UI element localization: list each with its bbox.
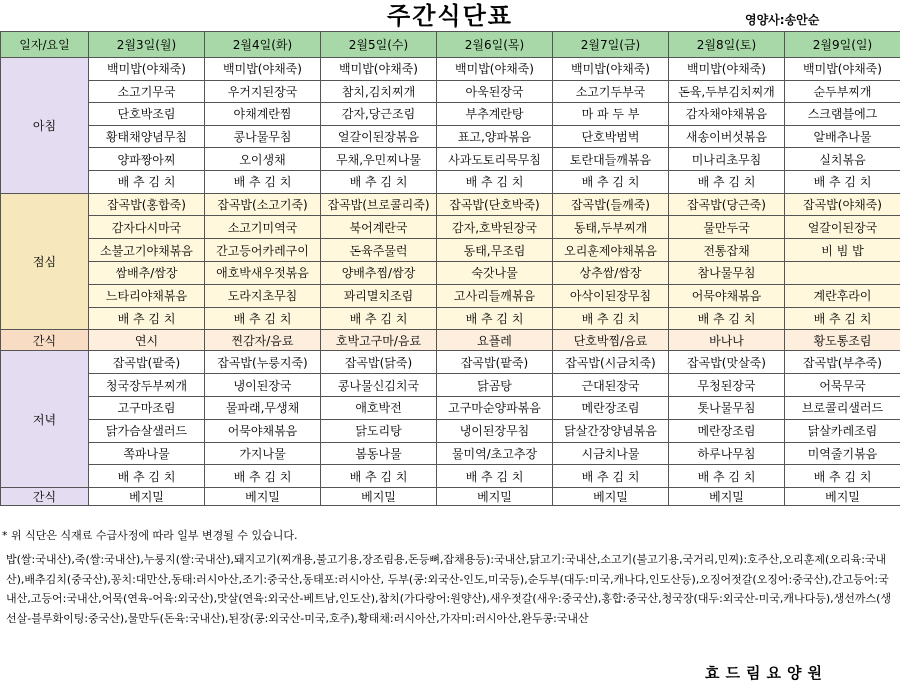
menu-item: 양파짱아찌 xyxy=(89,148,205,171)
menu-item: 소불고기야채볶음 xyxy=(89,239,205,262)
lunch-row xyxy=(1,216,900,239)
menu-item: 동태,무조림 xyxy=(437,239,553,262)
menu-item: 배 추 김 치 xyxy=(89,170,205,193)
menu-item: 미나리초무침 xyxy=(669,148,785,171)
header-cell: 2월9일(일) xyxy=(785,32,900,58)
menu-item: 배 추 김 치 xyxy=(321,170,437,193)
menu-item: 잡곡밥(홍합죽) xyxy=(89,193,205,216)
menu-item: 배 추 김 치 xyxy=(321,307,437,330)
menu-item: 백미밥(야채죽) xyxy=(669,58,785,81)
menu-item: 잡곡밥(시금치죽) xyxy=(553,351,669,374)
menu-item: 토란대들깨볶음 xyxy=(553,148,669,171)
breakfast-row xyxy=(1,170,900,193)
menu-item: 닭곰탕 xyxy=(437,374,553,397)
menu-item: 숙갓나물 xyxy=(437,261,553,284)
breakfast-row xyxy=(1,58,900,81)
menu-item: 상추쌈/쌈장 xyxy=(553,261,669,284)
menu-item: 잡곡밥(맛살죽) xyxy=(669,351,785,374)
change-notice: * 위 식단은 식재료 수급사정에 따라 일부 변경될 수 있습니다. xyxy=(2,529,298,542)
menu-item: 황도통조림 xyxy=(785,330,900,351)
menu-item: 잡곡밥(야채죽) xyxy=(785,193,900,216)
menu-item: 요플레 xyxy=(437,330,553,351)
menu-item: 부추계란탕 xyxy=(437,103,553,126)
menu-item: 배 추 김 치 xyxy=(205,307,321,330)
menu-item: 배 추 김 치 xyxy=(553,307,669,330)
menu-item: 근대된장국 xyxy=(553,374,669,397)
menu-item: 백미밥(야채죽) xyxy=(205,58,321,81)
menu-item: 콩나물신김치국 xyxy=(321,374,437,397)
menu-item: 물미역/초고추장 xyxy=(437,442,553,465)
dinner-row xyxy=(1,396,900,419)
menu-item: 닭살간장양념볶음 xyxy=(553,419,669,442)
menu-item xyxy=(785,261,900,284)
lunch-row xyxy=(1,261,900,284)
menu-item: 배 추 김 치 xyxy=(669,170,785,193)
menu-item: 잡곡밥(소고기죽) xyxy=(205,193,321,216)
menu-item: 가지나물 xyxy=(205,442,321,465)
menu-item: 비 빔 밥 xyxy=(785,239,900,262)
menu-item: 베지밀 xyxy=(89,488,205,506)
menu-item: 참나물무침 xyxy=(669,261,785,284)
menu-item: 닭살카레조림 xyxy=(785,419,900,442)
menu-item: 애호박전 xyxy=(321,396,437,419)
menu-item: 배 추 김 치 xyxy=(437,465,553,488)
menu-item: 베지밀 xyxy=(553,488,669,506)
snack2-label: 간식 xyxy=(1,488,89,506)
facility-name: 효드림요양원 xyxy=(705,664,828,682)
header-cell: 2월7일(금) xyxy=(553,32,669,58)
menu-item: 베지밀 xyxy=(669,488,785,506)
origin-info: 밥(쌀:국내산),죽(쌀:국내산),누룽지(쌀:국내산),돼지고기(찌개용,불고기용,장조림용,돈등뼈,잡채용등):국내산,닭고기:국내산,소고기(불고기용,국거리,민찌):호주산,오리훈제(오리육:국내산),배추김치(중국산),꽁치:대만산,동태:러시아산,조기:중국산,동태포:러시아산, 두부(콩:외국산-인도,미국등),순두부(대두:미국,캐나다,인도산등),오징어젓갈(오징어:중국산),간고등어:국내산,고등어:국내산,어묵(연육-어육:외국산),맛살(연육:외국산-베트남,인도산),참치(가다랑어:원양산),새우젓갈(새우:중국산),홍합:중국산,청국장(대두:외국산-미국,캐나다등),생선까스(생선살-블루화이팅:중국산),물만두(돈육:국내산),된장(콩:외국산-미국,호주),황태채:러시아산,가자미:러시아산,완두콩:국내산 xyxy=(6,553,892,625)
menu-item: 전통잡채 xyxy=(669,239,785,262)
menu-item: 실치볶음 xyxy=(785,148,900,171)
menu-item: 꽈리멸치조림 xyxy=(321,284,437,307)
menu-item: 오리훈제야채볶음 xyxy=(553,239,669,262)
menu-item: 잡곡밥(닭죽) xyxy=(321,351,437,374)
header-cell: 2월4일(화) xyxy=(205,32,321,58)
header-cell: 2월6일(목) xyxy=(437,32,553,58)
dinner-row xyxy=(1,374,900,397)
header-cell: 2월5일(수) xyxy=(321,32,437,58)
menu-item: 동태,두부찌개 xyxy=(553,216,669,239)
menu-item: 배 추 김 치 xyxy=(669,307,785,330)
menu-item: 배 추 김 치 xyxy=(553,170,669,193)
menu-item: 잡곡밥(들깨죽) xyxy=(553,193,669,216)
menu-item: 단호박찜/음료 xyxy=(553,330,669,351)
menu-item: 메란장조림 xyxy=(669,419,785,442)
lunch-row xyxy=(1,307,900,330)
menu-item: 우거지된장국 xyxy=(205,80,321,103)
menu-item: 사과도토리묵무침 xyxy=(437,148,553,171)
menu-item: 바나나 xyxy=(669,330,785,351)
menu-item: 잡곡밥(팥죽) xyxy=(89,351,205,374)
dinner-row xyxy=(1,442,900,465)
menu-item: 미역줄기볶음 xyxy=(785,442,900,465)
menu-item: 얼갈이된장국 xyxy=(785,216,900,239)
weekly-menu-table xyxy=(0,31,900,506)
menu-item: 배 추 김 치 xyxy=(785,307,900,330)
menu-item: 느타리야채볶음 xyxy=(89,284,205,307)
menu-item: 배 추 김 치 xyxy=(437,307,553,330)
menu-item: 도라지초무침 xyxy=(205,284,321,307)
menu-item: 소고기두부국 xyxy=(553,80,669,103)
breakfast-row xyxy=(1,148,900,171)
header-cell: 2월8일(토) xyxy=(669,32,785,58)
menu-item: 메란장조림 xyxy=(553,396,669,419)
menu-item: 야채계란찜 xyxy=(205,103,321,126)
menu-item: 돈육주물럭 xyxy=(321,239,437,262)
menu-item: 닭도리탕 xyxy=(321,419,437,442)
menu-item: 봄동나물 xyxy=(321,442,437,465)
menu-item: 스크램블에그 xyxy=(785,103,900,126)
menu-item: 백미밥(야채죽) xyxy=(785,58,900,81)
dinner-row xyxy=(1,465,900,488)
menu-item: 감자채야채볶음 xyxy=(669,103,785,126)
menu-item: 톳나물무침 xyxy=(669,396,785,419)
breakfast-row xyxy=(1,103,900,126)
menu-item: 아욱된장국 xyxy=(437,80,553,103)
menu-item: 잡곡밥(당근죽) xyxy=(669,193,785,216)
menu-item: 배 추 김 치 xyxy=(205,170,321,193)
menu-item: 물만두국 xyxy=(669,216,785,239)
breakfast-row xyxy=(1,80,900,103)
menu-item: 감자,당근조림 xyxy=(321,103,437,126)
menu-item: 냉이된장국 xyxy=(205,374,321,397)
menu-item: 하루나무침 xyxy=(669,442,785,465)
menu-item: 물파래,무생채 xyxy=(205,396,321,419)
menu-item: 무채,우민찌나물 xyxy=(321,148,437,171)
dietitian-name: 영양사:송안순 xyxy=(745,13,820,27)
menu-item: 연시 xyxy=(89,330,205,351)
menu-item: 고구마순양파볶음 xyxy=(437,396,553,419)
lunch-row xyxy=(1,193,900,216)
menu-item: 애호박새우젓볶음 xyxy=(205,261,321,284)
dinner-label: 저녁 xyxy=(1,351,89,488)
menu-item: 어묵야채볶음 xyxy=(205,419,321,442)
menu-item: 소고기미역국 xyxy=(205,216,321,239)
menu-item: 청국장두부찌개 xyxy=(89,374,205,397)
menu-item: 배 추 김 치 xyxy=(553,465,669,488)
menu-item: 배 추 김 치 xyxy=(89,307,205,330)
menu-item: 감자,호박된장국 xyxy=(437,216,553,239)
menu-item: 황태채양념무침 xyxy=(89,125,205,148)
header-row xyxy=(1,32,900,58)
snack2-row xyxy=(1,488,900,506)
dinner-row xyxy=(1,351,900,374)
header-cell: 일자/요일 xyxy=(1,32,89,58)
menu-item: 배 추 김 치 xyxy=(785,170,900,193)
dinner-row xyxy=(1,419,900,442)
menu-item: 양배추찜/쌈장 xyxy=(321,261,437,284)
menu-item: 쌈배추/쌈장 xyxy=(89,261,205,284)
menu-item: 닭가슴살샐러드 xyxy=(89,419,205,442)
menu-item: 호박고구마/음료 xyxy=(321,330,437,351)
menu-item: 백미밥(야채죽) xyxy=(437,58,553,81)
menu-item: 배 추 김 치 xyxy=(785,465,900,488)
menu-item: 냉이된장무침 xyxy=(437,419,553,442)
menu-item: 베지밀 xyxy=(321,488,437,506)
menu-item: 단호박조림 xyxy=(89,103,205,126)
menu-item: 백미밥(야채죽) xyxy=(89,58,205,81)
menu-item: 고사리들깨볶음 xyxy=(437,284,553,307)
menu-item: 마 파 두 부 xyxy=(553,103,669,126)
lunch-row xyxy=(1,239,900,262)
lunch-label: 점심 xyxy=(1,193,89,330)
snack1-row xyxy=(1,330,900,351)
menu-item: 잡곡밥(누룽지죽) xyxy=(205,351,321,374)
menu-item: 무청된장국 xyxy=(669,374,785,397)
menu-item: 찐감자/음료 xyxy=(205,330,321,351)
menu-item: 알배추나물 xyxy=(785,125,900,148)
header-cell: 2월3일(월) xyxy=(89,32,205,58)
breakfast-row xyxy=(1,125,900,148)
menu-item: 참치,김치찌개 xyxy=(321,80,437,103)
page-title: 주간식단표 xyxy=(387,2,513,30)
menu-item: 잡곡밥(브로콜리죽) xyxy=(321,193,437,216)
menu-item: 베지밀 xyxy=(437,488,553,506)
menu-item: 배 추 김 치 xyxy=(89,465,205,488)
menu-item: 잡곡밥(팥죽) xyxy=(437,351,553,374)
lunch-row xyxy=(1,284,900,307)
menu-item: 어묵야채볶음 xyxy=(669,284,785,307)
menu-item: 돈육,두부김치찌개 xyxy=(669,80,785,103)
menu-item: 단호박범벅 xyxy=(553,125,669,148)
menu-item: 고구마조림 xyxy=(89,396,205,419)
menu-item: 북어계란국 xyxy=(321,216,437,239)
menu-item: 표고,양파볶음 xyxy=(437,125,553,148)
menu-item: 새송이버섯볶음 xyxy=(669,125,785,148)
menu-item: 베지밀 xyxy=(205,488,321,506)
menu-item: 순두부찌개 xyxy=(785,80,900,103)
menu-item: 배 추 김 치 xyxy=(321,465,437,488)
menu-item: 배 추 김 치 xyxy=(669,465,785,488)
menu-item: 잡곡밥(단호박죽) xyxy=(437,193,553,216)
menu-item: 계란후라이 xyxy=(785,284,900,307)
menu-item: 오이생채 xyxy=(205,148,321,171)
menu-item: 배 추 김 치 xyxy=(437,170,553,193)
menu-item: 브로콜리샐러드 xyxy=(785,396,900,419)
menu-item: 감자다시마국 xyxy=(89,216,205,239)
menu-item: 얼갈이된장볶음 xyxy=(321,125,437,148)
snack1-label: 간식 xyxy=(1,330,89,351)
menu-item: 어묵무국 xyxy=(785,374,900,397)
menu-item: 잡곡밥(부추죽) xyxy=(785,351,900,374)
menu-item: 소고기무국 xyxy=(89,80,205,103)
menu-item: 배 추 김 치 xyxy=(205,465,321,488)
menu-item: 간고등어카레구이 xyxy=(205,239,321,262)
menu-item: 아삭이된장무침 xyxy=(553,284,669,307)
menu-item: 백미밥(야채죽) xyxy=(321,58,437,81)
menu-item: 베지밀 xyxy=(785,488,900,506)
menu-item: 쪽파나물 xyxy=(89,442,205,465)
menu-item: 백미밥(야채죽) xyxy=(553,58,669,81)
breakfast-label: 아침 xyxy=(1,58,89,194)
menu-item: 콩나물무침 xyxy=(205,125,321,148)
menu-item: 시금치나물 xyxy=(553,442,669,465)
